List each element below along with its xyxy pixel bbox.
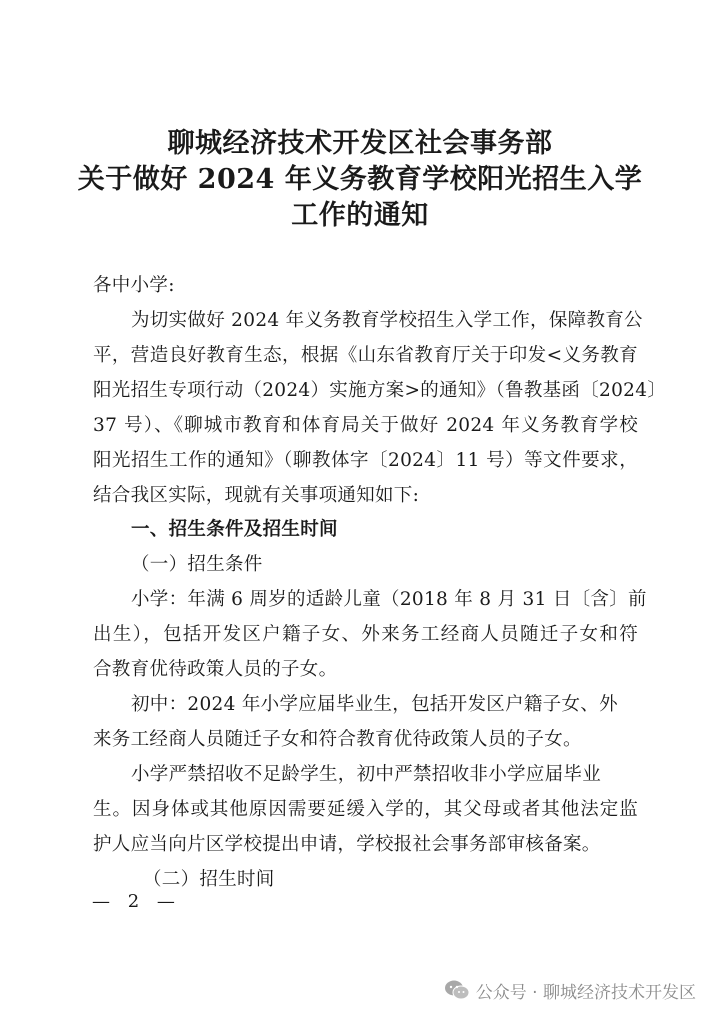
intro-line-3: 阳光招生专项行动（2024）实施方案>的通知》（鲁教基函〔2024〕: [93, 380, 667, 401]
title-line-1: 聊城经济技术开发区社会事务部: [167, 128, 553, 159]
intro-line-4: 37 号）、《聊城市教育和体育局关于做好 2024 年义务教育学校: [93, 415, 638, 436]
title-line-3: 工作的通知: [291, 200, 429, 231]
title-line-2: 关于做好 2024 年义务教育学校阳光招生入学: [77, 164, 643, 195]
restriction-line-1: 小学严禁招收不足龄学生，初中严禁招收非小学应届毕业: [131, 764, 602, 785]
subsection-2-heading: （二）招生时间: [143, 869, 275, 890]
intro-line-1: 为切实做好 2024 年义务教育学校招生入学工作，保障教育公: [131, 310, 643, 331]
restriction-line-2: 生。因身体或其他原因需要延缓入学的，其父母或者其他法定监: [93, 799, 638, 820]
intro-line-6: 结合我区实际，现就有关事项通知如下:: [93, 485, 420, 506]
primary-line-3: 合教育优待政策人员的子女。: [93, 659, 338, 680]
restriction-line-3: 护人应当向片区学校提出申请，学校报社会事务部审核备案。: [93, 834, 601, 855]
page-number: — 2 —: [92, 891, 181, 912]
watermark-text: 公众号 · 聊城经济技术开发区: [475, 982, 696, 1003]
junior-line-2: 来务工经商人员随迁子女和符合教育优待政策人员的子女。: [93, 729, 582, 750]
primary-line-1: 小学：年满 6 周岁的适龄儿童（2018 年 8 月 31 日〔含〕前: [131, 589, 647, 610]
primary-line-2: 出生），包括开发区户籍子女、外来务工经商人员随迁子女和符: [93, 624, 638, 645]
intro-line-2: 平，营造良好教育生态，根据《山东省教育厅关于印发<义务教育: [93, 345, 638, 366]
junior-line-1: 初中：2024 年小学应届毕业生，包括开发区户籍子女、外: [131, 694, 618, 715]
watermark: [444, 976, 696, 1004]
wechat-icon: [444, 979, 470, 1001]
intro-line-5: 阳光招生工作的通知》（聊教体字〔2024〕11 号）等文件要求，: [93, 450, 638, 471]
section-1-heading: 一、招生条件及招生时间: [131, 519, 338, 540]
salutation: 各中小学:: [93, 275, 175, 296]
subsection-1-heading: （一）招生条件: [131, 554, 263, 575]
